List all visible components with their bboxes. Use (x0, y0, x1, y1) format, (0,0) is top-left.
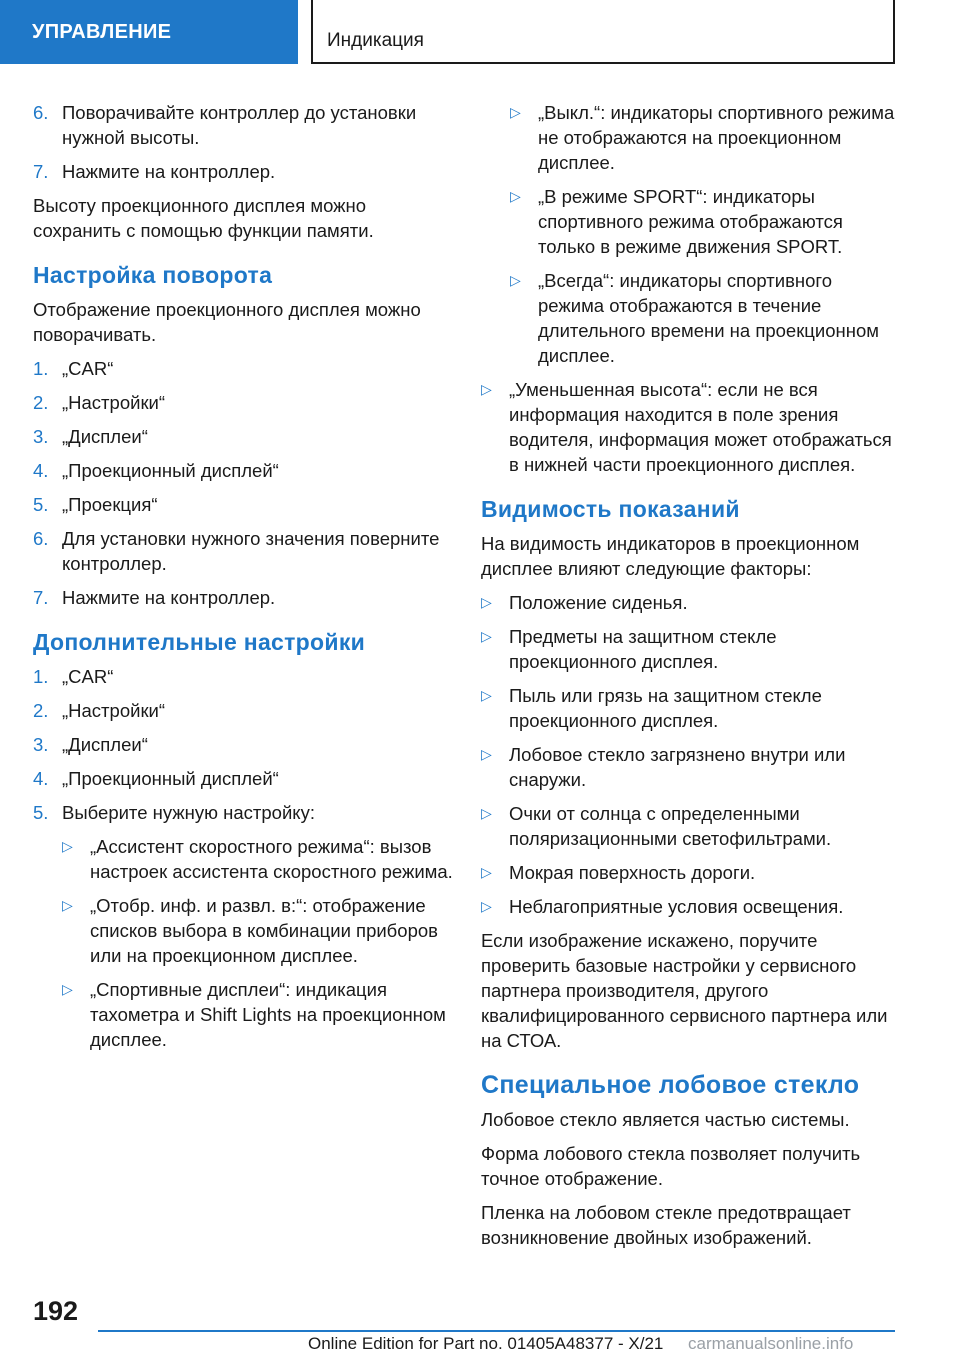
step-text: „Настройки“ (62, 392, 166, 413)
list-item (481, 683, 901, 733)
list-item (33, 732, 453, 757)
step-text: „Настройки“ (62, 700, 166, 721)
list-item (481, 742, 901, 792)
step-text: „Дисплеи“ (62, 734, 148, 755)
triangle-right-icon: ▷ (510, 104, 521, 120)
bullet-text: „Отобр. инф. и развл. в:“: отображение списков выбора в комбинации приборов или на проекционном дисплее. (90, 895, 438, 966)
step-text: „CAR“ (62, 666, 114, 687)
triangle-right-icon: ▷ (62, 897, 73, 913)
step-number: 7. (33, 161, 49, 182)
bullet-text: Неблагоприятные условия освещения. (509, 896, 844, 917)
triangle-right-icon: ▷ (481, 381, 492, 397)
page-number: 192 (33, 1296, 79, 1326)
step-number: 5. (33, 802, 49, 823)
list-item (510, 268, 901, 368)
bullet-text: Предметы на защитном стекле проекционного дисплея. (509, 626, 777, 672)
paragraph-windshield: Пленка на лобовом стекле предотвращает возникновение двойных изображений. (481, 1202, 851, 1248)
section-tab: УПРАВЛЕНИЕ (0, 0, 298, 64)
triangle-right-icon: ▷ (481, 687, 492, 703)
bullet-text: „Выкл.“: индикаторы спортивного режима не отображаются на проекционном дисплее. (538, 102, 895, 173)
steps-rotate (33, 356, 453, 610)
watermark: carmanualsonline.info (688, 1334, 854, 1353)
triangle-right-icon: ▷ (481, 898, 492, 914)
step-number: 4. (33, 460, 49, 481)
list-item (481, 590, 901, 615)
right-column (481, 100, 901, 1259)
step-number: 2. (33, 392, 49, 413)
bullet-text: Положение сиденья. (509, 592, 688, 613)
list-item (33, 492, 453, 517)
bullets-extra (62, 834, 453, 1052)
bullets-sport-modes (510, 100, 901, 368)
bullet-text: Лобовое стекло загрязнено внутри или снаружи. (509, 744, 846, 790)
step-text: „Дисплеи“ (62, 426, 148, 447)
footer-edition: Online Edition for Part no. 01405A48377 - X/21 (308, 1334, 664, 1353)
paragraph-memory: Высоту проекционного дисплея можно сохранить с помощью функции памяти. (33, 195, 374, 241)
paragraph-visibility: На видимость индикаторов в проекционном дисплее влияют следующие факторы: (481, 533, 860, 579)
list-item (33, 159, 453, 184)
step-number: 1. (33, 358, 49, 379)
list-item (33, 390, 453, 415)
list-item (33, 698, 453, 723)
step-text: Для установки нужного значения поверните контроллер. (62, 528, 440, 574)
list-item (481, 624, 901, 674)
step-number: 6. (33, 528, 49, 549)
heading-rotate: Настройка поворота (33, 262, 273, 288)
step-number: 5. (33, 494, 49, 515)
bullet-text: Пыль или грязь на защитном стекле проекционного дисплея. (509, 685, 822, 731)
bullet-reduced-height (481, 377, 901, 477)
step-text: Нажмите на контроллер. (62, 161, 276, 182)
list-item (33, 356, 453, 381)
bullet-text: Очки от солнца с определенными поляризационными светофильтрами. (509, 803, 832, 849)
page-title: Индикация (311, 0, 895, 64)
list-item (33, 100, 453, 150)
list-item (481, 860, 901, 885)
list-item (510, 100, 901, 175)
step-text: „Проекционный дисплей“ (62, 460, 279, 481)
step-number: 2. (33, 700, 49, 721)
step-text: „CAR“ (62, 358, 114, 379)
paragraph-windshield: Лобовое стекло является частью системы. (481, 1109, 850, 1130)
list-item (33, 766, 453, 791)
list-item (481, 801, 901, 851)
bullet-text: „Уменьшенная высота“: если не вся информация находится в поле зрения водителя, информация может отображаться в нижней части проекционного дисплея. (509, 379, 892, 475)
step-text: „Проекционный дисплей“ (62, 768, 279, 789)
list-item (481, 894, 901, 919)
triangle-right-icon: ▷ (62, 981, 73, 997)
list-item (62, 893, 453, 968)
footer-divider (98, 1330, 895, 1332)
heading-special-windshield: Специальное лобовое стекло (481, 1071, 860, 1099)
list-item (510, 184, 901, 259)
triangle-right-icon: ▷ (510, 272, 521, 288)
heading-extra-settings: Дополнительные настройки (33, 629, 366, 655)
step-text: Поворачивайте контроллер до установки нужной высоты. (62, 102, 417, 148)
triangle-right-icon: ▷ (510, 188, 521, 204)
step-number: 6. (33, 102, 49, 123)
step-text: „Проекция“ (62, 494, 158, 515)
step-number: 3. (33, 734, 49, 755)
list-item (33, 458, 453, 483)
heading-visibility: Видимость показаний (481, 496, 740, 522)
step-number: 7. (33, 587, 49, 608)
triangle-right-icon: ▷ (62, 838, 73, 854)
steps-height (33, 100, 453, 184)
step-text: Нажмите на контроллер. (62, 587, 276, 608)
step-number: 1. (33, 666, 49, 687)
step-number: 3. (33, 426, 49, 447)
triangle-right-icon: ▷ (481, 628, 492, 644)
step-number: 4. (33, 768, 49, 789)
bullet-text: Мокрая поверхность дороги. (509, 862, 756, 883)
steps-extra (33, 664, 453, 825)
paragraph-rotate: Отображение проекционного дисплея можно поворачивать. (33, 299, 421, 345)
list-item (33, 526, 453, 576)
triangle-right-icon: ▷ (481, 594, 492, 610)
triangle-right-icon: ▷ (481, 864, 492, 880)
triangle-right-icon: ▷ (481, 746, 492, 762)
step-text: Выберите нужную настройку: (62, 802, 315, 823)
bullet-text: „В режиме SPORT“: индикаторы спортивного режима отображаются только в режиме движения SPORT. (538, 186, 843, 257)
list-item (33, 424, 453, 449)
list-item (62, 834, 453, 884)
left-column (33, 100, 453, 1061)
bullet-text: „Всегда“: индикаторы спортивного режима отображаются в течение длительного времени на проекционном дисплее. (538, 270, 879, 366)
triangle-right-icon: ▷ (481, 805, 492, 821)
list-item (62, 977, 453, 1052)
list-item (33, 585, 453, 610)
bullets-visibility (481, 590, 901, 919)
bullet-text: „Ассистент скоростного режима“: вызов настроек ассистента скоростного режима. (90, 836, 453, 882)
list-item (481, 377, 901, 477)
list-item (33, 664, 453, 689)
bullet-text: „Спортивные дисплеи“: индикация тахометра и Shift Lights на проекционном дисплее. (90, 979, 446, 1050)
paragraph-distorted: Если изображение искажено, поручите проверить базовые настройки у сервисного партнера производителя, другого квалифицированного сервисного партнера или на СТОА. (481, 930, 888, 1051)
list-item (33, 800, 453, 825)
paragraph-windshield: Форма лобового стекла позволяет получить точное отображение. (481, 1143, 861, 1189)
